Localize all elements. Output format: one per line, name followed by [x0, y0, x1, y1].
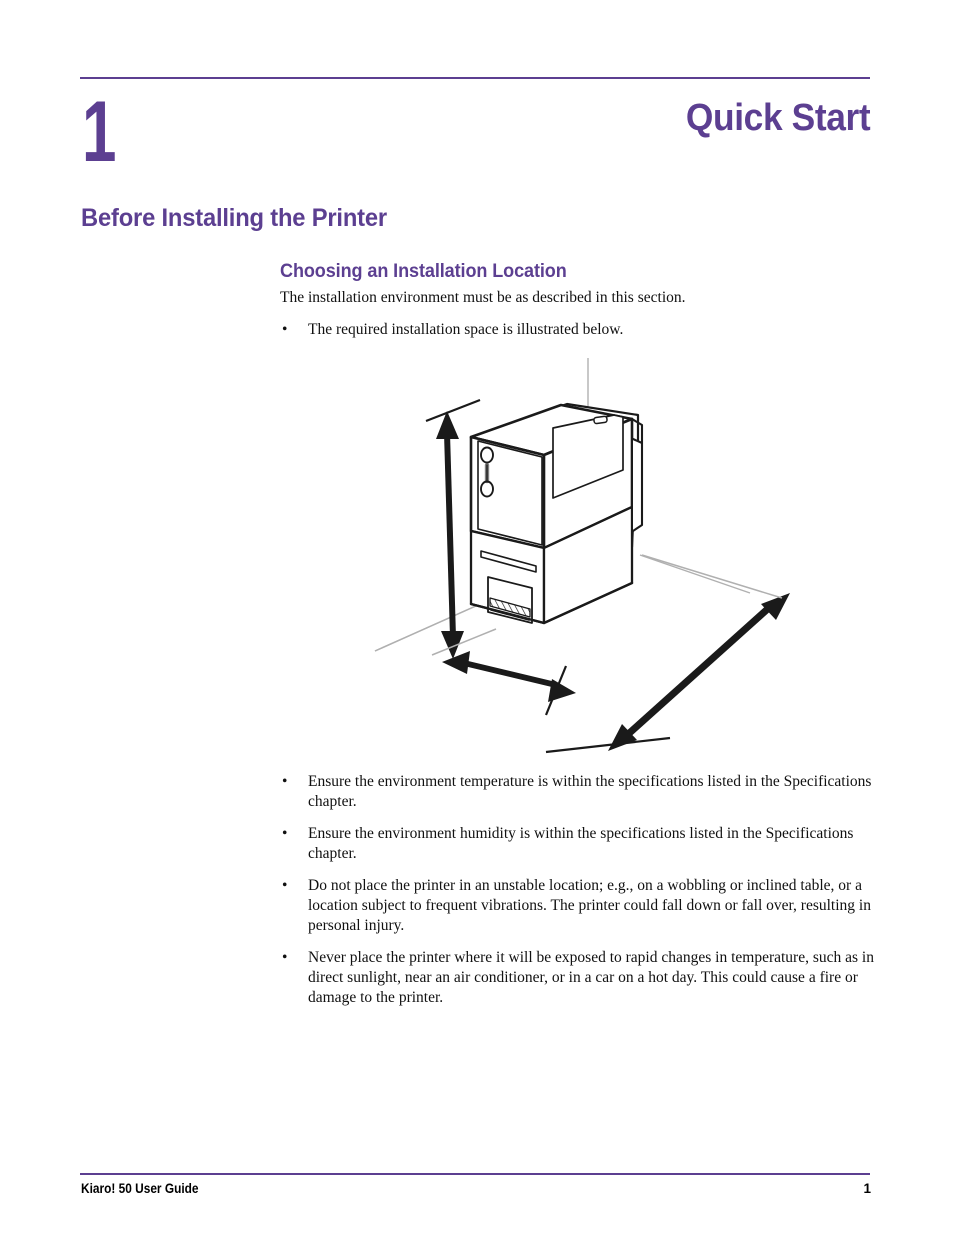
list-item	[280, 876, 880, 936]
header-divider	[80, 77, 870, 79]
bullet-list-after-figure	[280, 772, 880, 1008]
section-title: Before Installing the Printer	[81, 204, 387, 232]
footer-document-title: Kiaro! 50 User Guide	[81, 1181, 199, 1196]
depth-dimension-arrow	[608, 593, 790, 751]
list-item	[280, 948, 880, 1008]
list-item-text: Ensure the environment temperature is within the specifications listed in the Specifications chapter.	[308, 773, 872, 810]
list-item-text: Do not place the printer in an unstable location; e.g., on a wobbling or inclined table, or a location subject to frequent vibrations. The printer could fall down or fall over, resulting in personal injury.	[308, 877, 871, 934]
width-dimension-arrow	[442, 651, 576, 702]
bullet-marker: •	[282, 825, 288, 842]
list-item-text: The required installation space is illustrated below.	[308, 321, 624, 338]
printer-illustration	[471, 404, 642, 623]
bullet-marker: •	[282, 949, 288, 966]
bullet-list-before-figure	[280, 320, 880, 340]
list-item-text: Ensure the environment humidity is within the specifications listed in the Specifications chapter.	[308, 825, 854, 862]
footer-page-number: 1	[863, 1181, 871, 1196]
list-item	[280, 320, 880, 340]
list-item-text: Never place the printer where it will be exposed to rapid changes in temperature, such as in direct sunlight, near an air conditioner, or in a car on a hot day. This could cause a fire or damage to the printer.	[308, 949, 874, 1006]
height-base-guide	[432, 629, 496, 655]
height-tick-lines	[426, 400, 480, 421]
depth-back-guide	[642, 555, 782, 598]
bullet-marker: •	[282, 773, 288, 790]
depth-tick-lines	[546, 738, 670, 752]
bullet-marker: •	[282, 321, 288, 338]
list-item	[280, 772, 880, 812]
chapter-title: Quick Start	[685, 97, 870, 139]
list-item	[280, 824, 880, 864]
footer-divider	[80, 1173, 870, 1175]
bullet-marker: •	[282, 877, 288, 894]
printer-installation-space-diagram	[370, 355, 830, 765]
intro-paragraph: The installation environment must be as described in this section.	[280, 289, 686, 306]
subsection-title: Choosing an Installation Location	[280, 261, 567, 282]
chapter-number: 1	[82, 84, 116, 180]
